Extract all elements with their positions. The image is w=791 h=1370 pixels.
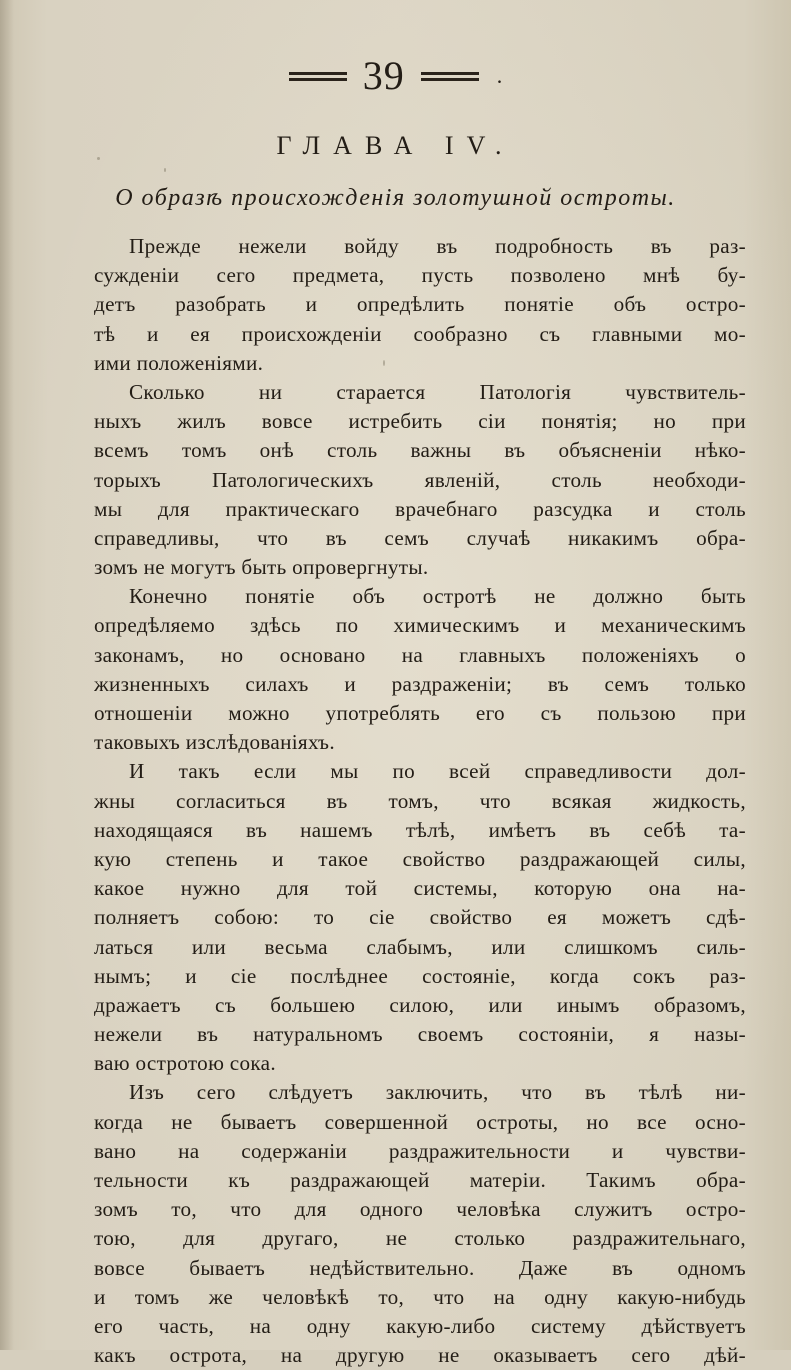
page-header xyxy=(0,53,791,98)
text-line: детъ разобрать и опредѣлить понятіе объ остро- xyxy=(94,292,746,317)
text-line: нымъ; и сіе послѣднее состояніе, когда сокъ раз- xyxy=(94,963,746,988)
text-line: тельности къ раздражающей матеріи. Такимъ обра- xyxy=(94,1168,746,1192)
text-line: тою, для другаго, не столько раздражительнаго, xyxy=(94,1226,746,1251)
text-line: и томъ же человѣкѣ то, что на одну какую-нибудь xyxy=(94,1284,746,1309)
text-line: ваю остротою сока. xyxy=(94,1051,276,1076)
text-line: зомъ то, что для одного человѣка служитъ остро- xyxy=(94,1197,746,1222)
text-line: торыхъ Патологическихъ явленій, столь необходи- xyxy=(94,467,746,492)
text-line: нежели въ натуральномъ своемъ состояніи, я назы- xyxy=(94,1022,746,1047)
text-line: И такъ если мы по всей справедливости дол- xyxy=(129,759,746,784)
text-line: тѣ и ея происхожденіи сообразно съ главными мо- xyxy=(94,321,746,346)
text-line: ими положеніями. xyxy=(94,350,264,375)
text-line: зомъ не могутъ быть опровергнуты. xyxy=(94,555,429,580)
text-line: Сколько ни старается Патологія чувствитель- xyxy=(129,379,746,404)
text-line: сужденіи сего предмета, пусть позволено мнѣ бу- xyxy=(94,263,746,288)
page-number: 39 xyxy=(362,53,405,98)
header-rule-left xyxy=(289,72,347,81)
text-line: ныхъ жилъ вовсе истребить сіи понятія; но при xyxy=(94,409,746,434)
text-line: какъ острота, на другую не оказываетъ сего дѣй- xyxy=(94,1343,746,1368)
paper-speck xyxy=(97,157,100,160)
chapter-title: ГЛАВА IV. xyxy=(276,131,515,160)
text-line: опредѣляемо здѣсь по химическимъ и механическимъ xyxy=(94,613,746,638)
text-line: когда не бываетъ совершенной остроты, но все осно- xyxy=(94,1109,746,1134)
text-line: вано на содержаніи раздражительности и чувстви- xyxy=(94,1138,746,1163)
text-line: находящаяся въ нашемъ тѣлѣ, имѣетъ въ себѣ та- xyxy=(94,817,746,842)
header-rule-right xyxy=(421,72,479,81)
text-line: его часть, на одну какую-либо систему дѣйствуетъ xyxy=(94,1313,746,1338)
text-line: вовсе бываетъ недѣйствительно. Даже въ одномъ xyxy=(94,1255,746,1280)
text-line: Прежде нежели войду въ подробность въ раз- xyxy=(129,234,746,258)
paper-speck xyxy=(164,168,166,172)
text-line: какое нужно для той системы, которую она на- xyxy=(94,876,746,901)
header-dot: . xyxy=(496,63,503,88)
text-line: полняетъ собою: то сіе свойство ея можетъ сдѣ- xyxy=(94,905,746,930)
text-line: жизненныхъ силахъ и раздраженіи; въ семъ только xyxy=(94,671,746,696)
text-line: таковыхъ изслѣдованіяхъ. xyxy=(94,730,335,755)
text-line: латься или весьма слабымъ, или слишкомъ силь- xyxy=(94,934,746,959)
text-line: мы для практическаго врачебнаго разсудка и столь xyxy=(94,496,746,521)
text-line: кую степень и такое свойство раздражающей силы, xyxy=(94,846,746,871)
paper-speck xyxy=(383,360,385,366)
text-line: жны согласиться въ томъ, что всякая жидкость, xyxy=(94,788,746,813)
text-line: всемъ томъ онѣ столь важны въ объясненіи нѣко- xyxy=(94,438,746,463)
text-line: законамъ, но основано на главныхъ положеніяхъ о xyxy=(94,642,746,667)
text-line: Изъ сего слѣдуетъ заключить, что въ тѣлѣ ни- xyxy=(129,1080,746,1105)
chapter-subtitle: О образѣ происхожденія золотушной остроты. xyxy=(115,185,676,211)
body-text xyxy=(94,232,746,1370)
text-line: дражаетъ съ большею силою, или инымъ образомъ, xyxy=(94,992,746,1017)
text-line: Конечно понятіе объ остротѣ не должно быть xyxy=(129,584,746,609)
text-line: справедливы, что въ семъ случаѣ никакимъ обра- xyxy=(94,525,746,550)
text-line: отношеніи можно употреблять его съ пользою при xyxy=(94,701,746,725)
